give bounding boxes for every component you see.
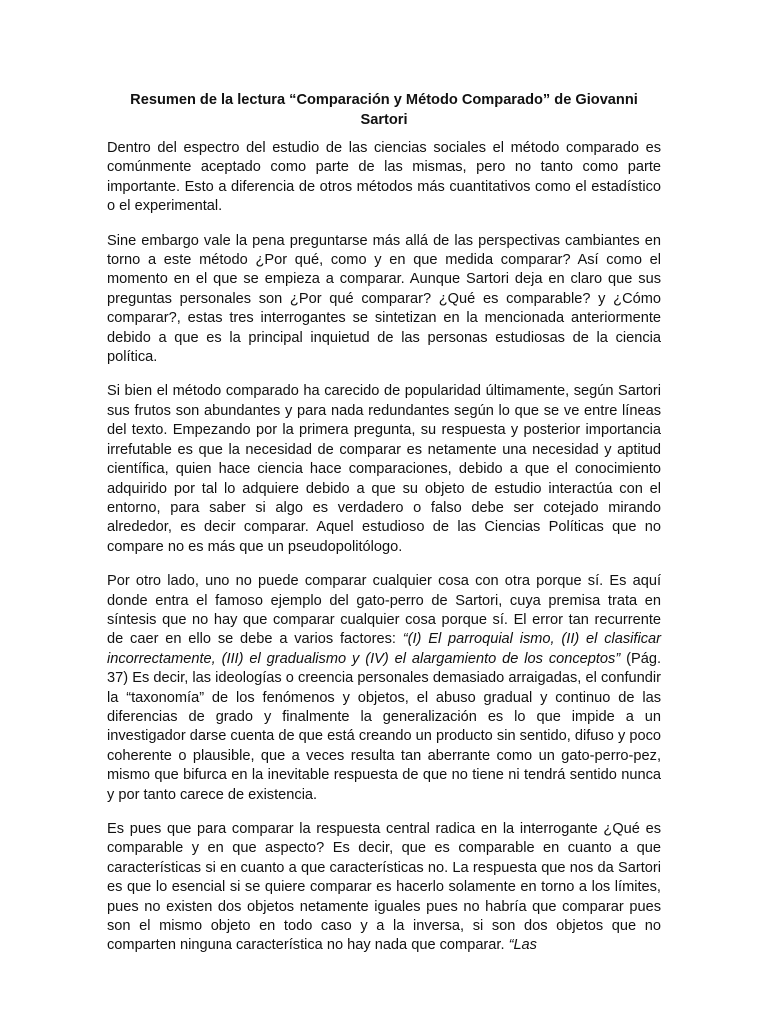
paragraph-1: Dentro del espectro del estudio de las ciencias sociales el método comparado es comúnmente aceptado como parte de las mismas, pero no tanto como parte importante. Esto a diferencia de otros métodos más cuantitativos como el estadístico o el experimental. [107,140,661,215]
paragraph-4-text-b: (Pág. 37) Es decir, las ideologías o creencia personales demasiado arraigadas, el confundir la “taxonomía” de los fenómenos y objetos, el abuso gradual y continuo de las diferencias de grado y finalmente la generalización es lo que impide a un investigador darse cuenta de que está creando un producto sin sentido, difuso y poco coherente o plausible, que a veces resulta tan aberrante como un gato-perro-pez, mismo que bifurca en la inevitable respuesta de que no tiene ni tendrá sentido nunca y por tanto carece de existencia. [107,650,661,803]
paragraph-4-quote: “(I) El parroquial ismo, (II) el clasificar incorrectamente, (III) el gradualismo y (IV) el alargamiento de los conceptos” [107,631,661,667]
paragraph-3: Si bien el método comparado ha carecido de popularidad últimamente, según Sartori sus frutos son abundantes y para nada redundantes según lo que se ve entre líneas del texto. Empezando por la primera pregunta, su respuesta y posterior importancia irrefutable es que la necesidad de comparar es netamente una necesidad y aptitud científica, quien hace ciencia hace comparaciones, debido a que el conocimiento adquirido por tal lo adquiere debido a que su objeto de estudio interactúa con el entorno, para saber si algo es verdadero o falso debe ser cotejado mirando alrededor, es decir comparar. Aquel estudioso de las Ciencias Políticas que no compare no es más que un pseudopolitólogo. [107,383,661,555]
document-title: Resumen de la lectura “Comparación y Método Comparado” de Giovanni Sartori [130,92,638,128]
paragraph-4 [107,572,661,805]
paragraph-4-text-a: Por otro lado, uno no puede comparar cualquier cosa con otra porque sí. Es aquí donde entra el famoso ejemplo del gato-perro de Sartori, cuya premisa trata en síntesis que no hay que comparar cualquier cosa porque sí. El error tan recurrente de caer en ello se debe a varios factores: [107,573,661,648]
paragraph-5-text: Es pues que para comparar la respuesta central radica en la interrogante ¿Qué es comparable y en que aspecto? Es decir, que es comparable en cuanto a que características si en cuanto a que características no. La respuesta que nos da Sartori es que lo esencial si se quiere comparar es hacerlo solamente en torno a los límites, pues no existen dos objetos netamente iguales pues no habría que comparar pues son el mismo objeto en todo caso y a la inversa, si son dos objetos que no comparten ninguna característica no hay nada que comparar. [107,821,661,954]
paragraph-5-quote: “Las [508,937,537,954]
paragraph-2: Sine embargo vale la pena preguntarse más allá de las perspectivas cambiantes en torno a este método ¿Por qué, como y en que medida comparar? Así como el momento en el que se empieza a comparar. Aunque Sartori deja en claro que sus preguntas personales son ¿Por qué comparar? ¿Qué es comparable? y ¿Cómo comparar?, estas tres interrogantes se sintetizan en la mencionada anteriormente debido a que es la principal inquietud de las personas estudiosas de la ciencia política. [107,232,661,366]
paragraph-5 [107,820,661,956]
document-page [107,90,661,971]
